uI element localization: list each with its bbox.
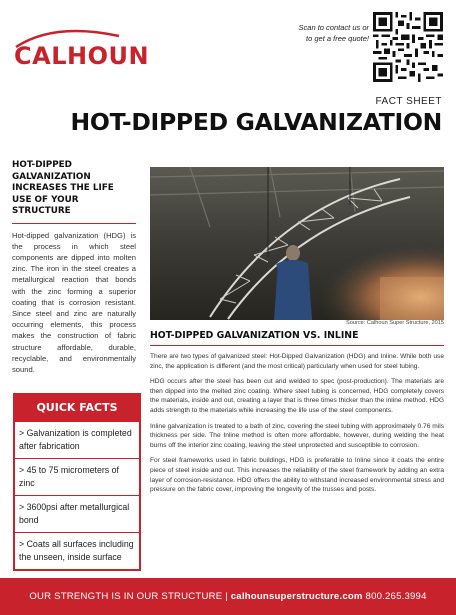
section-paragraph: HDG occurs after the steel has been cut and welded to spec (post-production). The materials are then dipped into the melted zinc coating. Where steel tubing is concerned, HDG completely covers the materials, inside and out, creating a layer that is three times thicker than the inline method. HDG adds strength to the materials while increasing the life use of the steel components. [150, 378, 444, 414]
footer-bar [0, 578, 456, 615]
quick-fact-item: > Galvanization is completed after fabrication [15, 421, 139, 458]
quick-fact-item: > 3600psi after metallurgical bond [15, 495, 139, 532]
quick-fact-item: > Coats all surfaces including the unseen, inside surface [15, 532, 139, 569]
page-title: HOT-DIPPED GALVANIZATION [70, 108, 442, 136]
footer-website-link[interactable]: calhounsuperstructure.com [230, 591, 363, 602]
calhoun-logo [14, 28, 150, 74]
left-column-heading: HOT-DIPPED GALVANIZATION INCREASES THE LIFE USE OF YOUR STRUCTURE [12, 160, 136, 224]
footer-slogan: OUR STRENGTH IS IN OUR STRUCTURE [29, 591, 223, 602]
section-paragraph: Inline galvanization is treated to a bath of zinc, covering the steel tubing with approximately 0.76 mils thickness per side. The Inline method is often more affordable, however, during welding the heat burns off the interior zinc coating, leaving the steel unprotected and susceptible to corrosion. [150, 422, 444, 449]
logo-wordmark: CALHOUN [14, 42, 150, 70]
galvanizing-photo [150, 167, 444, 320]
section-paragraph: There are two types of galvanized steel: Hot-Dipped Galvanization (HDG) and Inline. While both use zinc, the application is different (and the most critical) particularly when used for steel tubing. [150, 353, 444, 370]
footer-separator: | [225, 591, 228, 602]
section-heading: HOT-DIPPED GALVANIZATION VS. INLINE [150, 330, 444, 346]
doc-type-label: FACT SHEET [375, 96, 442, 107]
left-column [12, 160, 136, 375]
quick-facts-box [13, 393, 141, 571]
qr-code-icon[interactable] [373, 12, 443, 82]
scan-to-contact-text: Scan to contact us or to get a free quote! [298, 23, 369, 43]
photo-caption: Source: Calhoun Super Structure, 2015 [346, 320, 444, 326]
quick-fact-item: > 45 to 75 micrometers of zinc [15, 458, 139, 495]
section-paragraph: For steel frameworks used in fabric buildings, HDG is preferable to Inline since it coats the entire piece of steel inside and out. This increases the reliability of the steel framework by adding an extra layer of corrosion-resistance. HDG offers the ability to withstand increased environmental stress and pressure on the fabric cover, improving the longevity of the trusses and posts. [150, 457, 444, 494]
footer-phone[interactable]: 800.265.3994 [365, 591, 427, 602]
section-body [150, 352, 444, 501]
left-column-body: Hot-dipped galvanization (HDG) is the process in which steel components are dipped into molten zinc. The iron in the steel creates a metallurgical reaction that bonds with the zinc forming a superior coating that is corrosion resistant. Since steel and zinc are naturally occurring elements, this process makes the construction of fabric structure affordable, durable, recyclable, and environmentally sound. [12, 230, 136, 374]
quick-facts-title: QUICK FACTS [15, 395, 139, 421]
